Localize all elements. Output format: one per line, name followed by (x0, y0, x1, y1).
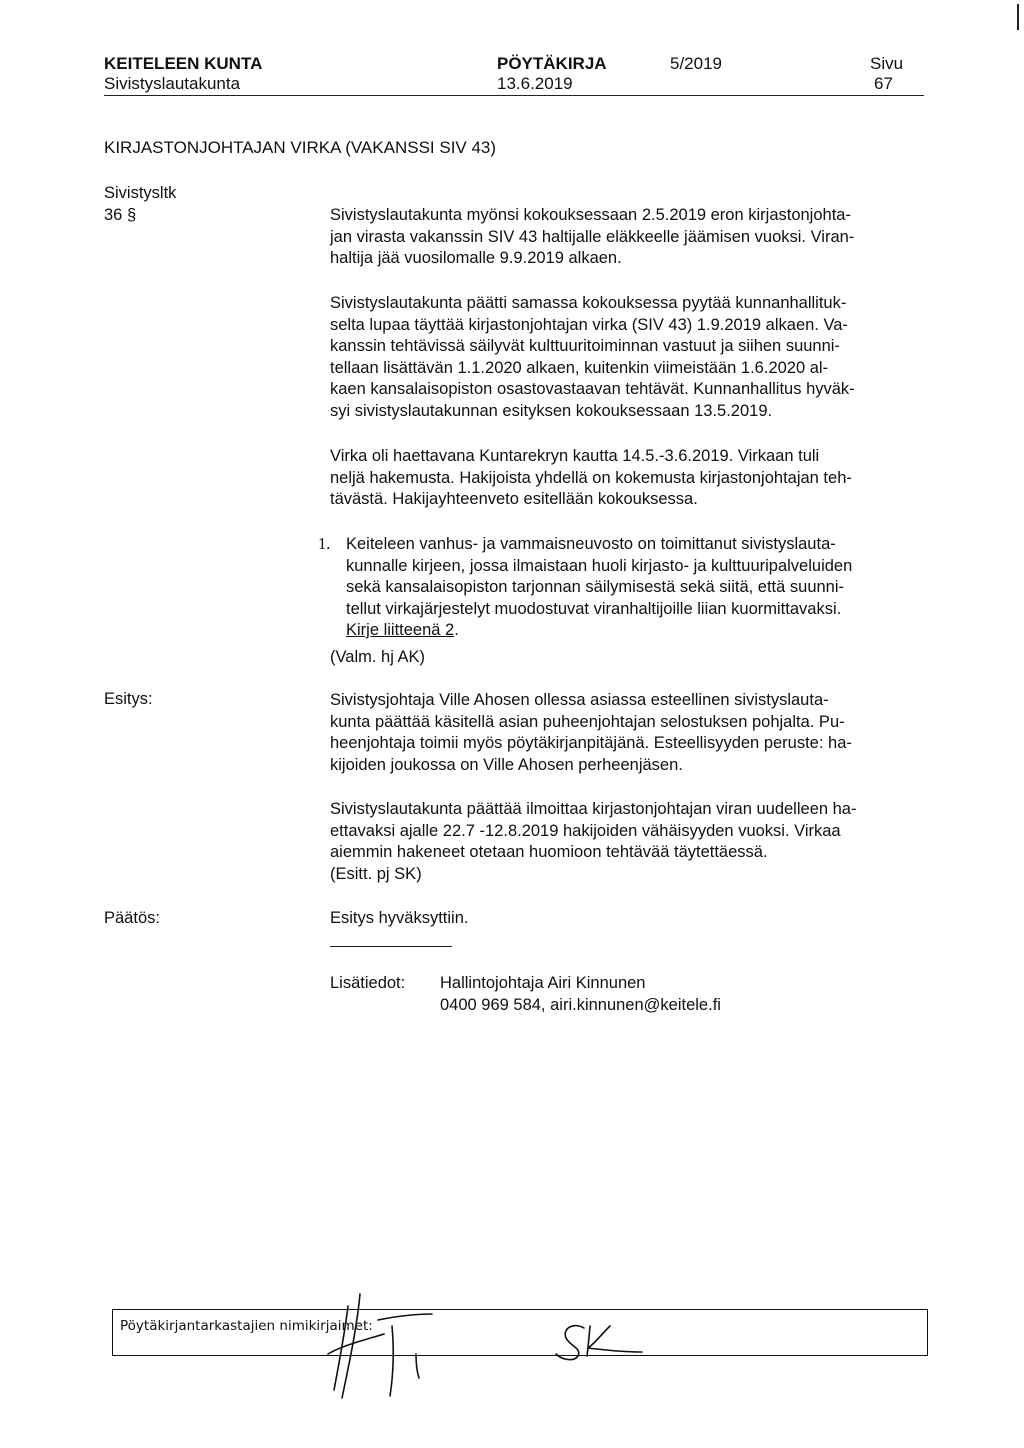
paragraph-line: Sivistyslautakunta päättää ilmoittaa kirjastonjohtajan viran uudelleen ha- (330, 800, 857, 818)
contact-details: 0400 969 584, airi.kinnunen@keitele.fi (440, 996, 721, 1014)
paragraph-line: kunnalle kirjeen, jossa ilmaistaan huoli kirjasto- ja kulttuuripalveluiden (346, 556, 853, 575)
section-symbol: § (126, 206, 137, 224)
paragraph-line: kunta päättää käsitellä asian puheenjohtajan selostuksen pohjalta. Pu- (330, 712, 845, 731)
paragraph-line: tävästä. Hakijayhteenveto esitellään kokouksessa. (330, 490, 698, 508)
municipality-name: KEITELEEN KUNTA (104, 54, 263, 73)
numbered-item-1 (346, 534, 926, 642)
esitys-label: Esitys: (104, 690, 153, 708)
separator-line (330, 946, 452, 947)
attachment-line (346, 620, 926, 642)
meeting-date: 13.6.2019 (497, 74, 573, 93)
paragraph-line: haltija jää vuosilomalle 9.9.2019 alkaen. (330, 249, 622, 267)
board-name: Sivistyslautakunta (104, 74, 241, 93)
attachment-link[interactable]: Kirje liitteenä 2 (346, 621, 455, 639)
document-number: 5/2019 (670, 54, 722, 73)
paragraph-line: Sivistyslautakunta päätti samassa kokouksessa pyytää kunnanhallituk- (330, 294, 847, 312)
page-number: 67 (874, 74, 893, 93)
paragraph-line: Keiteleen vanhus- ja vammaisneuvosto on toimittanut sivistyslauta- (346, 535, 836, 553)
paragraph-line: heenjohtaja toimii myös pöytäkirjanpitäjänä. Esteellisyyden peruste: ha- (330, 734, 852, 752)
paragraph-line: tellut virkajärjestelyt muodostuvat viranhaltijoille liian kuormittavaksi. (346, 599, 842, 618)
handwritten-initials (320, 1292, 660, 1402)
section-number (104, 206, 136, 225)
section-label: Sivistysltk (104, 184, 177, 202)
document-type: PÖYTÄKIRJA (497, 54, 607, 73)
esitys-paragraph-1 (330, 690, 924, 776)
paragraph-line: Sivistyslautakunta myönsi kokouksessaan 2.5.2019 eron kirjastonjohta- (330, 206, 851, 224)
attachment-period: . (454, 621, 459, 639)
paragraph-line: jan virasta vakanssin SIV 43 haltijalle eläkkeelle jäämisen vuoksi. Viran- (330, 227, 855, 246)
paragraph-line: kanssin tehtävissä säilyvät kulttuuritoiminnan vastuut ja siihen suunni- (330, 337, 840, 355)
paragraph-line: sekä kansalaisopiston tarjonnan säilymisestä sekä siitä, että suunni- (346, 578, 845, 596)
signature-box-label: Pöytäkirjantarkastajien nimikirjaimet: (120, 1318, 373, 1334)
lisatiedot-label: Lisätiedot: (330, 974, 406, 992)
paragraph-2 (330, 293, 924, 422)
section-number-value: 36 (104, 206, 123, 224)
paragraph-line: (Esitt. pj SK) (330, 864, 422, 883)
scan-artifact (1017, 4, 1019, 30)
page-label: Sivu (870, 54, 904, 73)
paragraph-line: selta lupaa täyttää kirjastonjohtajan virka (SIV 43) 1.9.2019 alkaen. Va- (330, 315, 848, 334)
paragraph-line: Sivistysjohtaja Ville Ahosen ollessa asiassa esteellinen sivistyslauta- (330, 691, 829, 709)
paragraph-line: kaen kansalaisopiston osastovastaavan tehtävät. Kunnanhallitus hyväk- (330, 380, 855, 398)
paragraph-line: syi sivistyslautakunnan esityksen kokouksessaan 13.5.2019. (330, 401, 773, 420)
paragraph-line: ettavaksi ajalle 22.7 -12.8.2019 hakijoiden vähäisyyden vuoksi. Virkaa (330, 821, 841, 840)
contact-name: Hallintojohtaja Airi Kinnunen (440, 974, 646, 992)
esitys-paragraph-2 (330, 799, 924, 885)
preparer-signoff: (Valm. hj AK) (330, 648, 426, 666)
paragraph-line: tellaan lisättävän 1.1.2020 alkaen, kuitenkin viimeistään 1.6.2020 al- (330, 358, 829, 377)
paragraph-1 (330, 205, 924, 270)
decision-text: Esitys hyväksyttiin. (330, 909, 469, 927)
list-number: 1. (318, 534, 331, 553)
paragraph-line: aiemmin hakeneet otetaan huomioon tehtävää täytettäessä. (330, 843, 768, 861)
paragraph-line: neljä hakemusta. Hakijoista yhdellä on kokemusta kirjastonjohtajan teh- (330, 468, 852, 487)
header-rule (104, 95, 924, 96)
paragraph-3 (330, 446, 924, 511)
paragraph-line: kijoiden joukossa on Ville Ahosen perheenjäsen. (330, 755, 683, 774)
paatos-label: Päätös: (104, 909, 160, 927)
page-title: KIRJASTONJOHTAJAN VIRKA (VAKANSSI SIV 43) (104, 138, 497, 157)
paragraph-line: Virka oli haettavana Kuntarekryn kautta 14.5.-3.6.2019. Virkaan tuli (330, 447, 820, 465)
